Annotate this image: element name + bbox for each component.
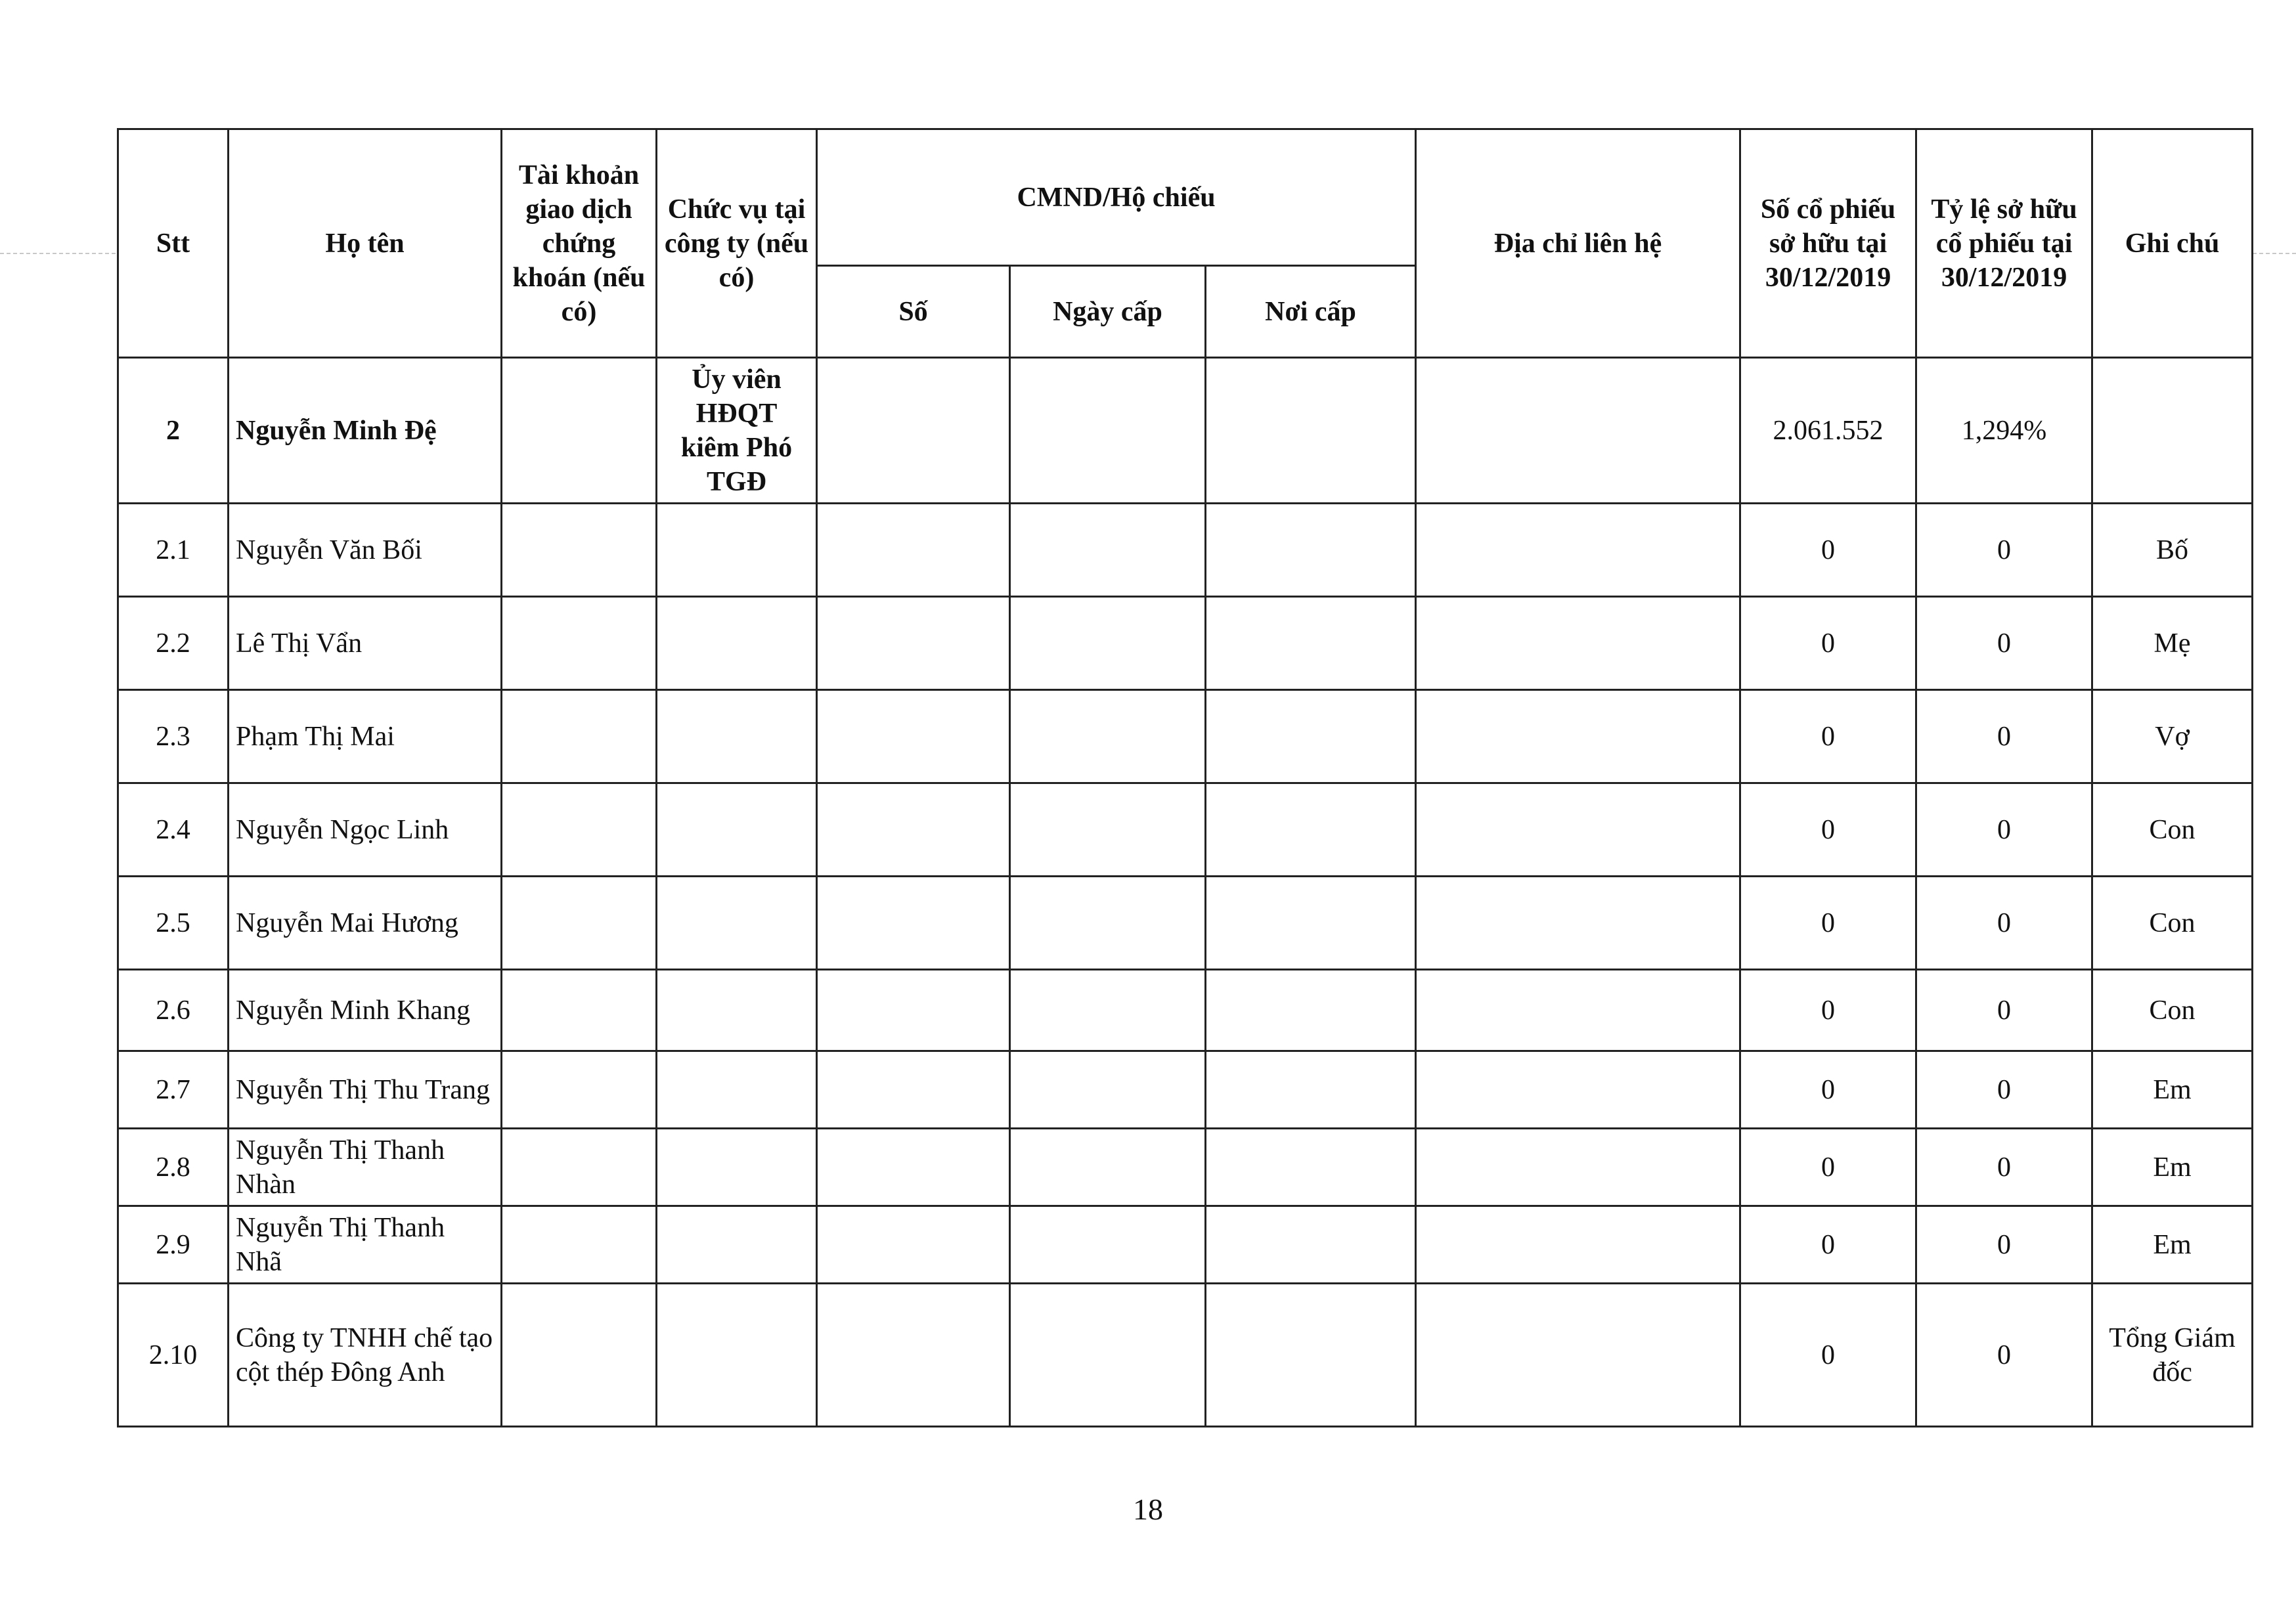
cell-account: [502, 358, 657, 504]
cell-position: [657, 597, 817, 690]
cell-note: Tổng Giám đốc: [2092, 1284, 2253, 1427]
cell-id-number: [817, 970, 1010, 1051]
cell-address: [1416, 877, 1740, 970]
cell-shares: 0: [1740, 1284, 1916, 1427]
cell-position: [657, 1206, 817, 1284]
cell-id-number: [817, 504, 1010, 597]
cell-issue-date: [1010, 597, 1206, 690]
cell-ratio: 0: [1916, 504, 2092, 597]
cell-issue-place: [1206, 1129, 1416, 1206]
cell-issue-place: [1206, 783, 1416, 877]
cell-name: Phạm Thị Mai: [229, 690, 502, 783]
cell-issue-date: [1010, 690, 1206, 783]
cell-name: Lê Thị Vẩn: [229, 597, 502, 690]
table-row: [118, 783, 2253, 877]
cell-issue-date: [1010, 504, 1206, 597]
header-name: Họ tên: [229, 129, 502, 358]
table-row: [118, 970, 2253, 1051]
cell-note: Vợ: [2092, 690, 2253, 783]
cell-name: Nguyễn Thị Thanh Nhàn: [229, 1129, 502, 1206]
cell-position: [657, 970, 817, 1051]
cell-ratio: 0: [1916, 1051, 2092, 1129]
cell-issue-date: [1010, 1284, 1206, 1427]
cell-account: [502, 1129, 657, 1206]
cell-id-number: [817, 358, 1010, 504]
cell-stt: 2.4: [118, 783, 229, 877]
cell-position: [657, 877, 817, 970]
header-id-group: CMND/Hộ chiếu: [817, 129, 1416, 266]
cell-position: [657, 1284, 817, 1427]
cell-issue-place: [1206, 690, 1416, 783]
cell-account: [502, 1284, 657, 1427]
cell-id-number: [817, 1129, 1010, 1206]
cell-stt: 2.8: [118, 1129, 229, 1206]
cell-issue-date: [1010, 877, 1206, 970]
cell-name: Nguyễn Minh Đệ: [229, 358, 502, 504]
cell-id-number: [817, 597, 1010, 690]
cell-ratio: 1,294%: [1916, 358, 2092, 504]
cell-stt: 2.9: [118, 1206, 229, 1284]
cell-account: [502, 690, 657, 783]
page-number: 18: [1133, 1492, 1163, 1526]
cell-position: [657, 504, 817, 597]
cell-issue-date: [1010, 358, 1206, 504]
cell-stt: 2.10: [118, 1284, 229, 1427]
cell-address: [1416, 1206, 1740, 1284]
table-row: [118, 1129, 2253, 1206]
cell-ratio: 0: [1916, 783, 2092, 877]
cell-id-number: [817, 1284, 1010, 1427]
cell-issue-place: [1206, 970, 1416, 1051]
header-id-number: Số: [817, 266, 1010, 358]
table-row: [118, 1284, 2253, 1427]
header-address: Địa chỉ liên hệ: [1416, 129, 1740, 358]
cell-address: [1416, 1284, 1740, 1427]
header-note: Ghi chú: [2092, 129, 2253, 358]
cell-account: [502, 1206, 657, 1284]
header-account: Tài khoản giao dịch chứng khoán (nếu có): [502, 129, 657, 358]
cell-name: Nguyễn Văn Bối: [229, 504, 502, 597]
header-issue-place: Nơi cấp: [1206, 266, 1416, 358]
cell-name: Nguyễn Mai Hương: [229, 877, 502, 970]
table-row: [118, 877, 2253, 970]
cell-shares: 0: [1740, 783, 1916, 877]
cell-ratio: 0: [1916, 690, 2092, 783]
cell-stt: 2.7: [118, 1051, 229, 1129]
cell-issue-place: [1206, 1284, 1416, 1427]
cell-note: Bố: [2092, 504, 2253, 597]
cell-shares: 2.061.552: [1740, 358, 1916, 504]
cell-ratio: 0: [1916, 970, 2092, 1051]
table-row: [118, 1206, 2253, 1284]
cell-issue-place: [1206, 504, 1416, 597]
header-ratio: Tỷ lệ sở hữu cổ phiếu tại 30/12/2019: [1916, 129, 2092, 358]
cell-account: [502, 970, 657, 1051]
cell-issue-date: [1010, 783, 1206, 877]
cell-stt: 2.2: [118, 597, 229, 690]
cell-stt: 2.1: [118, 504, 229, 597]
cell-name: Nguyễn Minh Khang: [229, 970, 502, 1051]
cell-shares: 0: [1740, 1206, 1916, 1284]
table-row: [118, 504, 2253, 597]
cell-position: [657, 690, 817, 783]
cell-address: [1416, 783, 1740, 877]
cell-note: Em: [2092, 1206, 2253, 1284]
cell-id-number: [817, 783, 1010, 877]
cell-id-number: [817, 690, 1010, 783]
cell-name: Công ty TNHH chế tạo cột thép Đông Anh: [229, 1284, 502, 1427]
cell-id-number: [817, 1051, 1010, 1129]
cell-ratio: 0: [1916, 1129, 2092, 1206]
cell-account: [502, 877, 657, 970]
header-position: Chức vụ tại công ty (nếu có): [657, 129, 817, 358]
cell-note: Em: [2092, 1129, 2253, 1206]
table-row: [118, 690, 2253, 783]
cell-name: Nguyễn Thị Thanh Nhã: [229, 1206, 502, 1284]
cell-account: [502, 504, 657, 597]
cell-stt: 2.5: [118, 877, 229, 970]
shareholder-table: [117, 128, 2253, 1427]
cell-ratio: 0: [1916, 1206, 2092, 1284]
cell-address: [1416, 690, 1740, 783]
cell-issue-place: [1206, 877, 1416, 970]
cell-account: [502, 783, 657, 877]
header-issue-date: Ngày cấp: [1010, 266, 1206, 358]
table-header: [118, 129, 2253, 358]
cell-stt: 2.3: [118, 690, 229, 783]
cell-shares: 0: [1740, 970, 1916, 1051]
cell-issue-date: [1010, 1129, 1206, 1206]
header-shares: Số cổ phiếu sở hữu tại 30/12/2019: [1740, 129, 1916, 358]
table-row: [118, 1051, 2253, 1129]
cell-issue-place: [1206, 1051, 1416, 1129]
cell-address: [1416, 1051, 1740, 1129]
cell-ratio: 0: [1916, 1284, 2092, 1427]
cell-address: [1416, 597, 1740, 690]
cell-address: [1416, 358, 1740, 504]
cell-address: [1416, 504, 1740, 597]
cell-issue-place: [1206, 358, 1416, 504]
cell-position: [657, 1051, 817, 1129]
cell-position: [657, 1129, 817, 1206]
cell-name: Nguyễn Ngọc Linh: [229, 783, 502, 877]
cell-shares: 0: [1740, 690, 1916, 783]
cell-account: [502, 1051, 657, 1129]
cell-address: [1416, 1129, 1740, 1206]
cell-shares: 0: [1740, 1129, 1916, 1206]
cell-issue-date: [1010, 1206, 1206, 1284]
cell-shares: 0: [1740, 597, 1916, 690]
table-row: [118, 358, 2253, 504]
cell-note: Con: [2092, 970, 2253, 1051]
cell-position: Ủy viên HĐQT kiêm Phó TGĐ: [657, 358, 817, 504]
cell-note: [2092, 358, 2253, 504]
cell-id-number: [817, 877, 1010, 970]
cell-ratio: 0: [1916, 597, 2092, 690]
header-stt: Stt: [118, 129, 229, 358]
cell-shares: 0: [1740, 504, 1916, 597]
cell-note: Em: [2092, 1051, 2253, 1129]
cell-stt: 2.6: [118, 970, 229, 1051]
cell-issue-place: [1206, 1206, 1416, 1284]
cell-position: [657, 783, 817, 877]
cell-name: Nguyễn Thị Thu Trang: [229, 1051, 502, 1129]
cell-id-number: [817, 1206, 1010, 1284]
cell-stt: 2: [118, 358, 229, 504]
cell-ratio: 0: [1916, 877, 2092, 970]
table-row: [118, 597, 2253, 690]
cell-note: Con: [2092, 783, 2253, 877]
table-body: [118, 358, 2253, 1427]
cell-note: Con: [2092, 877, 2253, 970]
cell-issue-date: [1010, 1051, 1206, 1129]
cell-address: [1416, 970, 1740, 1051]
cell-issue-place: [1206, 597, 1416, 690]
cell-shares: 0: [1740, 1051, 1916, 1129]
cell-issue-date: [1010, 970, 1206, 1051]
cell-note: Mẹ: [2092, 597, 2253, 690]
cell-shares: 0: [1740, 877, 1916, 970]
cell-account: [502, 597, 657, 690]
